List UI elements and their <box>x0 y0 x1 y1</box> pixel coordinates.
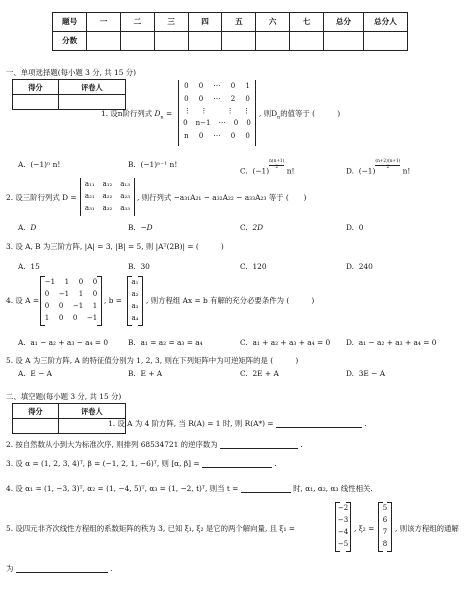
grade-box-reviewer-label: 评卷人 <box>58 80 125 95</box>
score-cell[interactable] <box>222 32 256 51</box>
grade-box-score-label: 得分 <box>13 404 59 419</box>
score-cell[interactable] <box>120 32 154 51</box>
fill-q2: 2. 按自然数从小到大为标准次序, 则排列 68534721 的逆序数为 . <box>6 440 303 449</box>
score-header-cell: 题号 <box>53 13 87 32</box>
q1-determinant: 0 0 ⋯ 0 1 0 0 ⋯ 2 0 ⋮ ⋮ ⋮ ⋮ 0 n−1 ⋯ 0 0 n 0 ⋯ 0 0 <box>178 80 256 146</box>
grade-box-score-cell[interactable] <box>13 95 59 110</box>
q4-suffix: , 则方程组 Ax = b 有解的充分必要条件为 ( ) <box>146 296 315 305</box>
q5-option-c[interactable]: C. 2E + A <box>240 369 279 378</box>
grade-box-score-label: 得分 <box>13 80 59 95</box>
score-cell[interactable] <box>87 32 121 51</box>
score-header-cell: 总分 <box>323 13 363 32</box>
q2-option-a[interactable]: A. D <box>18 223 37 232</box>
q2-option-c[interactable]: C. 2D <box>240 223 264 232</box>
score-table <box>52 12 408 51</box>
score-header-cell: 五 <box>222 13 256 32</box>
q3-option-c[interactable]: C. 120 <box>240 262 267 271</box>
q3-option-b[interactable]: B. 30 <box>128 262 150 271</box>
q1-option-c[interactable]: C. (−1) $\frac{n(n+1)}{2}$ n! <box>240 159 295 176</box>
score-header-cell: 总分人 <box>363 13 407 32</box>
section2-title: 二、填空题(每小题 3 分, 共 15 分) <box>6 392 122 401</box>
section1-title: 一、单项选择题(每小题 3 分, 共 15 分) <box>6 68 137 77</box>
fill-q4-blank[interactable] <box>241 484 291 493</box>
q4-matrix-a: −1 1 0 0 0 −1 1 0 0 0 −1 1 1 0 0 −1 <box>40 276 102 326</box>
q4-vector-b: a₁ a₂ a₃ a₄ <box>127 276 143 326</box>
score-cell[interactable] <box>290 32 324 51</box>
score-table-header-row <box>53 13 408 32</box>
fill-q5-text: 5. 设四元非齐次线性方程组的系数矩阵的秩为 3, 已知 ξ₁, ξ₂ 是它的两个解向量, 且 ξ₁ = <box>6 524 295 533</box>
fill-q5-suffix: , 则该方程组的通解 <box>395 524 459 533</box>
score-header-cell: 四 <box>188 13 222 32</box>
q5-text: 5. 设 A 为三阶方阵, A 的特征值分别为 1, 2, 3, 则在下列矩阵中为可逆矩阵的是 ( ) <box>6 356 299 365</box>
q4-option-b[interactable]: B. a₁ = a₂ = a₃ = a₄ <box>128 338 203 347</box>
q1-option-d[interactable]: D. (−1) $\frac{(n+2)(n+1)}{2}$ n! <box>346 159 411 176</box>
q4-option-a[interactable]: A. a₁ − a₂ + a₃ − a₄ = 0 <box>18 338 109 347</box>
fill-q1: 1. 设 A 为 4 阶方阵, 当 R(A) = 1 时, 则 R(A*) = . <box>108 419 367 428</box>
grade-box-1 <box>12 79 126 110</box>
fill-q2-blank[interactable] <box>220 440 298 449</box>
q1-suffix: , 则$D_n$的值等于 ( ) <box>259 109 341 121</box>
q4-option-c[interactable]: C. a₁ + a₂ + a₃ + a₄ = 0 <box>240 338 331 347</box>
q5-option-a[interactable]: A. E − A <box>18 369 53 378</box>
q2-option-b[interactable]: B. −D <box>128 223 153 232</box>
grade-box-score-cell[interactable] <box>13 419 59 434</box>
score-header-cell: 三 <box>154 13 188 32</box>
fill-q5-vector-1: −2 −3 −4 −5 <box>335 502 351 552</box>
fill-q3-blank[interactable] <box>202 459 272 468</box>
q3-option-d[interactable]: D. 240 <box>346 262 373 271</box>
score-row-label: 分数 <box>53 32 87 51</box>
q2-option-d[interactable]: D. 0 <box>346 223 364 232</box>
score-header-cell: 六 <box>256 13 290 32</box>
q4-prefix: 4. 设 A = <box>6 296 40 305</box>
fill-q3: 3. 设 α = (1, 2, 3, 4)ᵀ, β = (−1, 2, 1, −6)ᵀ, 则 [α, β] = . <box>6 459 277 468</box>
q2-prefix: 2. 设三阶行列式 D = <box>6 193 77 202</box>
grade-box-reviewer-cell[interactable] <box>58 95 125 110</box>
q4-b-label: , b = <box>104 296 122 305</box>
fill-q5-mid: , ξ₂ = <box>354 524 375 533</box>
fill-q5-blank[interactable] <box>16 564 108 573</box>
q5-option-d[interactable]: D. 3E − A <box>346 369 386 378</box>
q5-option-b[interactable]: B. E + A <box>128 369 163 378</box>
score-cell[interactable] <box>154 32 188 51</box>
q1-option-a[interactable]: A. (−1)ⁿ n! <box>18 160 61 169</box>
score-cell[interactable] <box>256 32 290 51</box>
q2-determinant: a₁₁ a₁₂ a₁₃ a₂₁ a₂₂ a₂₃ a₃₁ a₃₂ a₃₃ <box>80 178 135 216</box>
grade-box-reviewer-label: 评卷人 <box>58 404 125 419</box>
score-cell[interactable] <box>363 32 407 51</box>
q1-option-b[interactable]: B. (−1)ⁿ⁻¹ n! <box>128 160 178 169</box>
fill-q4: 4. 设 α₁ = (1, −3, 3)ᵀ, α₂ = (1, −4, 5)ᵀ, α₃ = (1, −2, t)ᵀ, 则当 t = 时, α₁, α₂, α₃ 线性相关. <box>6 484 373 493</box>
score-header-cell: 一 <box>87 13 121 32</box>
fill-q1-blank[interactable] <box>276 419 362 428</box>
score-cell[interactable] <box>188 32 222 51</box>
q3-text: 3. 设 A, B 为三阶方阵, |A| = 3, |B| = 5, 则 |Aᵀ(2B)| = ( ) <box>6 242 224 251</box>
q4-option-d[interactable]: D. a₁ − a₂ + a₃ + a₄ = 0 <box>346 338 437 347</box>
fill-q5-vector-2: 5 6 7 8 <box>378 502 392 552</box>
score-header-cell: 二 <box>120 13 154 32</box>
q1-prefix: 1. 设n阶行列式 $D_n$ = <box>101 109 173 121</box>
score-header-cell: 七 <box>290 13 324 32</box>
score-table-value-row <box>53 32 408 51</box>
q3-option-a[interactable]: A. 15 <box>18 262 40 271</box>
fill-q5-tail: 为 . <box>6 564 113 573</box>
q2-suffix: , 则行列式 −a₃₁A₂₁ − a₃₂A₂₂ − a₃₃A₂₃ 等于 ( ) <box>137 193 307 202</box>
score-cell[interactable] <box>323 32 363 51</box>
